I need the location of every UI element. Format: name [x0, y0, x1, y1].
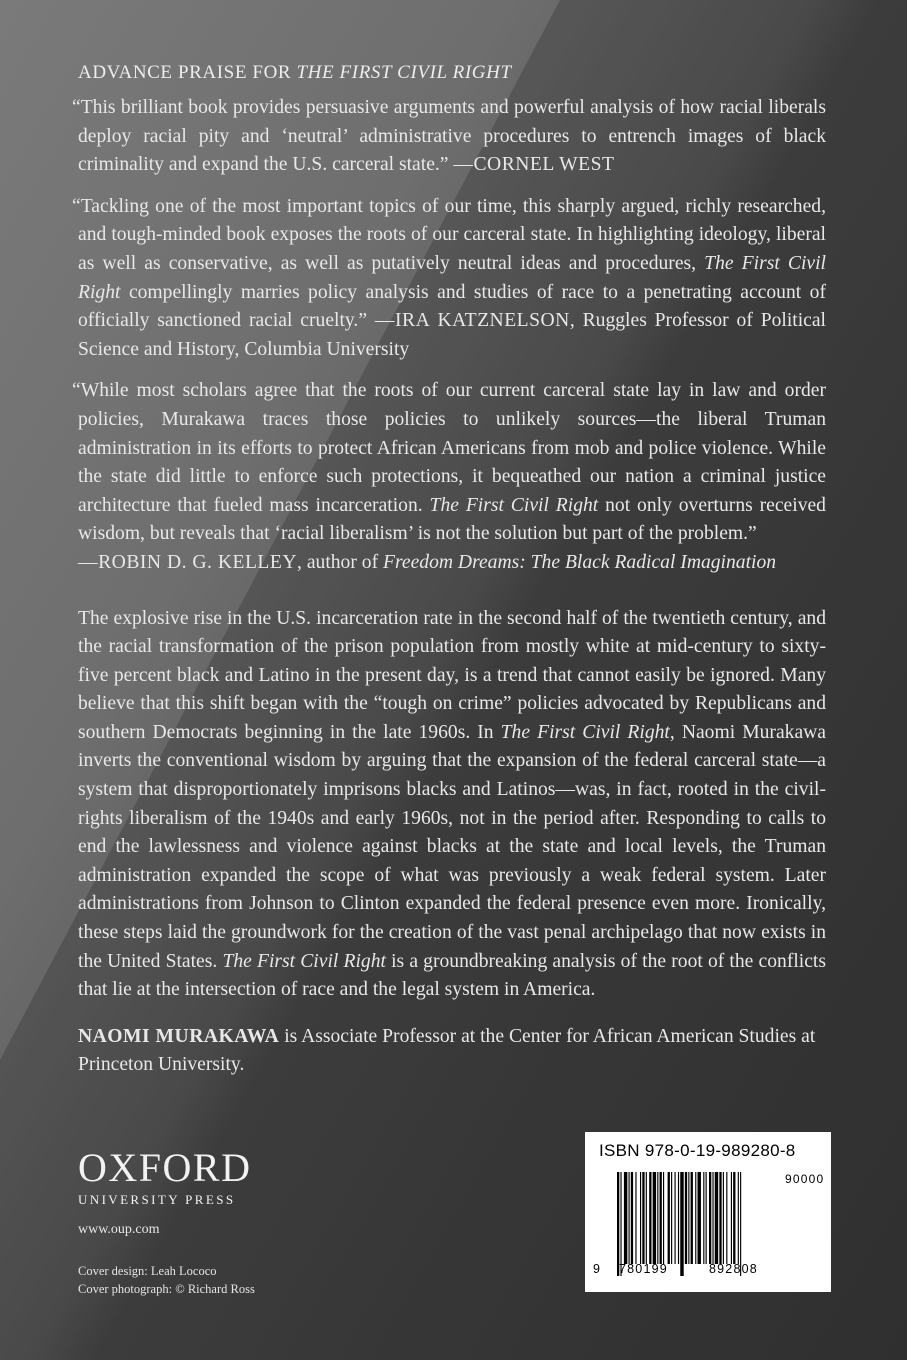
- barcode-bar: [698, 1172, 701, 1264]
- barcode-bar: [642, 1172, 644, 1264]
- isbn-label: ISBN 978-0-19-989280-8: [599, 1141, 796, 1160]
- barcode-bar: [688, 1172, 689, 1264]
- publisher-url: www.oup.com: [78, 1222, 160, 1237]
- barcode-bar: [726, 1172, 727, 1264]
- barcode-bar: [695, 1172, 696, 1264]
- publisher-logo: [78, 1145, 252, 1208]
- praise-heading: ADVANCE PRAISE FOR THE FIRST CIVIL RIGHT: [78, 62, 512, 83]
- barcode-bar: [635, 1172, 636, 1264]
- barcode: [613, 1172, 813, 1276]
- barcode-bar: [617, 1172, 619, 1276]
- publisher-subtitle: UNIVERSITY PRESS: [78, 1192, 236, 1207]
- barcode-bar: [657, 1172, 658, 1264]
- barcode-bar: [624, 1172, 627, 1264]
- cover-photo-credit: Cover photograph: © Richard Ross: [78, 1282, 255, 1296]
- barcode-lead-digit: 9: [593, 1262, 602, 1276]
- book-description: The explosive rise in the U.S. incarceration rate in the second half of the twentieth century, and the racial transformation of the prison population from mostly white at mid-century to sixty-five percent black and Latino in the present day, is a trend that cannot easily be ignored. Many believe that this shift began with the “tough on crime” policies advocated by Republicans and southern Democrats beginning in the late 1960s. In The First Civil Right, Naomi Murakawa inverts the conventional wisdom by arguing that the expansion of the federal carceral state—a system that disproportionately imprisons blacks and Latinos—was, in fact, rooted in the civil-rights liberalism of the 1940s and early 1960s, not in the period after. Responding to calls to end the lawlessness and violence against blacks at the state and local levels, the Truman administration expanded the scope of what was previously a weak federal system. Later administrations from Johnson to Clinton expanded the federal presence even more. Ironically, these steps laid the groundwork for the creation of the vast penal archipelago that now exists in the United States. The First Civil Right is a groundbreaking analysis of the root of the conflicts that lie at the intersection of race and the legal system in America.: [78, 607, 826, 1001]
- cover-credits: [78, 1262, 255, 1298]
- barcode-bar: [646, 1172, 647, 1264]
- isbn-barcode-box: [585, 1132, 831, 1292]
- barcode-bar: [712, 1172, 713, 1264]
- barcode-bar: [715, 1172, 718, 1264]
- barcode-bar: [738, 1172, 739, 1264]
- barcode-digits-right: 892808: [709, 1262, 758, 1276]
- barcode-bar: [668, 1172, 670, 1264]
- barcode-bar: [660, 1172, 662, 1264]
- barcode-bar: [678, 1172, 679, 1264]
- barcode-bar: [703, 1172, 704, 1264]
- barcode-bar: [731, 1172, 732, 1264]
- barcode-bar: [671, 1172, 672, 1264]
- publisher-name: OXFORD: [78, 1145, 252, 1190]
- barcode-bar: [629, 1172, 630, 1264]
- barcode-digits-left: 780199: [619, 1262, 668, 1276]
- barcode-bar: [719, 1172, 721, 1264]
- price-code: 90000: [785, 1172, 825, 1186]
- cover-text: [72, 62, 826, 1080]
- barcode-bar: [663, 1172, 664, 1264]
- barcode-bar: [691, 1172, 693, 1264]
- barcode-bar: [706, 1172, 707, 1264]
- praise-quote-katznelson: “Tackling one of the most important topics of our time, this sharply argued, richly researched, and tough-minded book exposes the roots of our carceral state. In highlighting ideology, liberal as well as conservative, as well as putatively neutral ideas and procedures, The First Civil Right compellingly marries policy analysis and studies of race to a penetrating account of officially sanctioned racial cruelty.” —IRA KATZNELSON, Ruggles Professor of Political Science and History, Columbia University: [72, 195, 826, 360]
- cover-design-credit: Cover design: Leah Lococo: [78, 1264, 217, 1278]
- barcode-bar: [680, 1172, 683, 1276]
- author-bio: NAOMI MURAKAWA is Associate Professor at the Center for African American Studies at Princeton University.: [78, 1025, 816, 1076]
- barcode-bar: [740, 1172, 741, 1276]
- barcode-bar: [620, 1172, 621, 1276]
- barcode-bar: [640, 1172, 641, 1264]
- barcode-bar: [631, 1172, 633, 1264]
- barcode-bar: [733, 1172, 735, 1264]
- barcode-bar: [675, 1172, 676, 1264]
- barcode-bar: [709, 1172, 711, 1264]
- barcode-bar: [723, 1172, 724, 1264]
- barcode-bar: [649, 1172, 651, 1264]
- praise-quote-kelley: “While most scholars agree that the roots of our current carceral state lay in law and order policies, Murakawa traces those policies to unlikely sources—the liberal Truman administration in its efforts to protect African Americans from mob and police violence. While the state did little to enforce such protections, it bequeathed our nation a criminal justice architecture that fueled mass incarceration. The First Civil Right not only overturns received wisdom, but reveals that ‘racial liberalism’ is not the solution but part of the problem.” —ROBIN D. G. KELLEY, author of Freedom Dreams: The Black Radical Imagination: [72, 380, 826, 573]
- praise-quote-west: “This brilliant book provides persuasive arguments and powerful analysis of how racial liberals deploy racial pity and ‘neutral’ administrative procedures to entrench images of black criminality and expand the U.S. carceral state.” —CORNEL WEST: [72, 97, 826, 176]
- barcode-bar: [653, 1172, 656, 1264]
- barcode-bar: [685, 1172, 687, 1264]
